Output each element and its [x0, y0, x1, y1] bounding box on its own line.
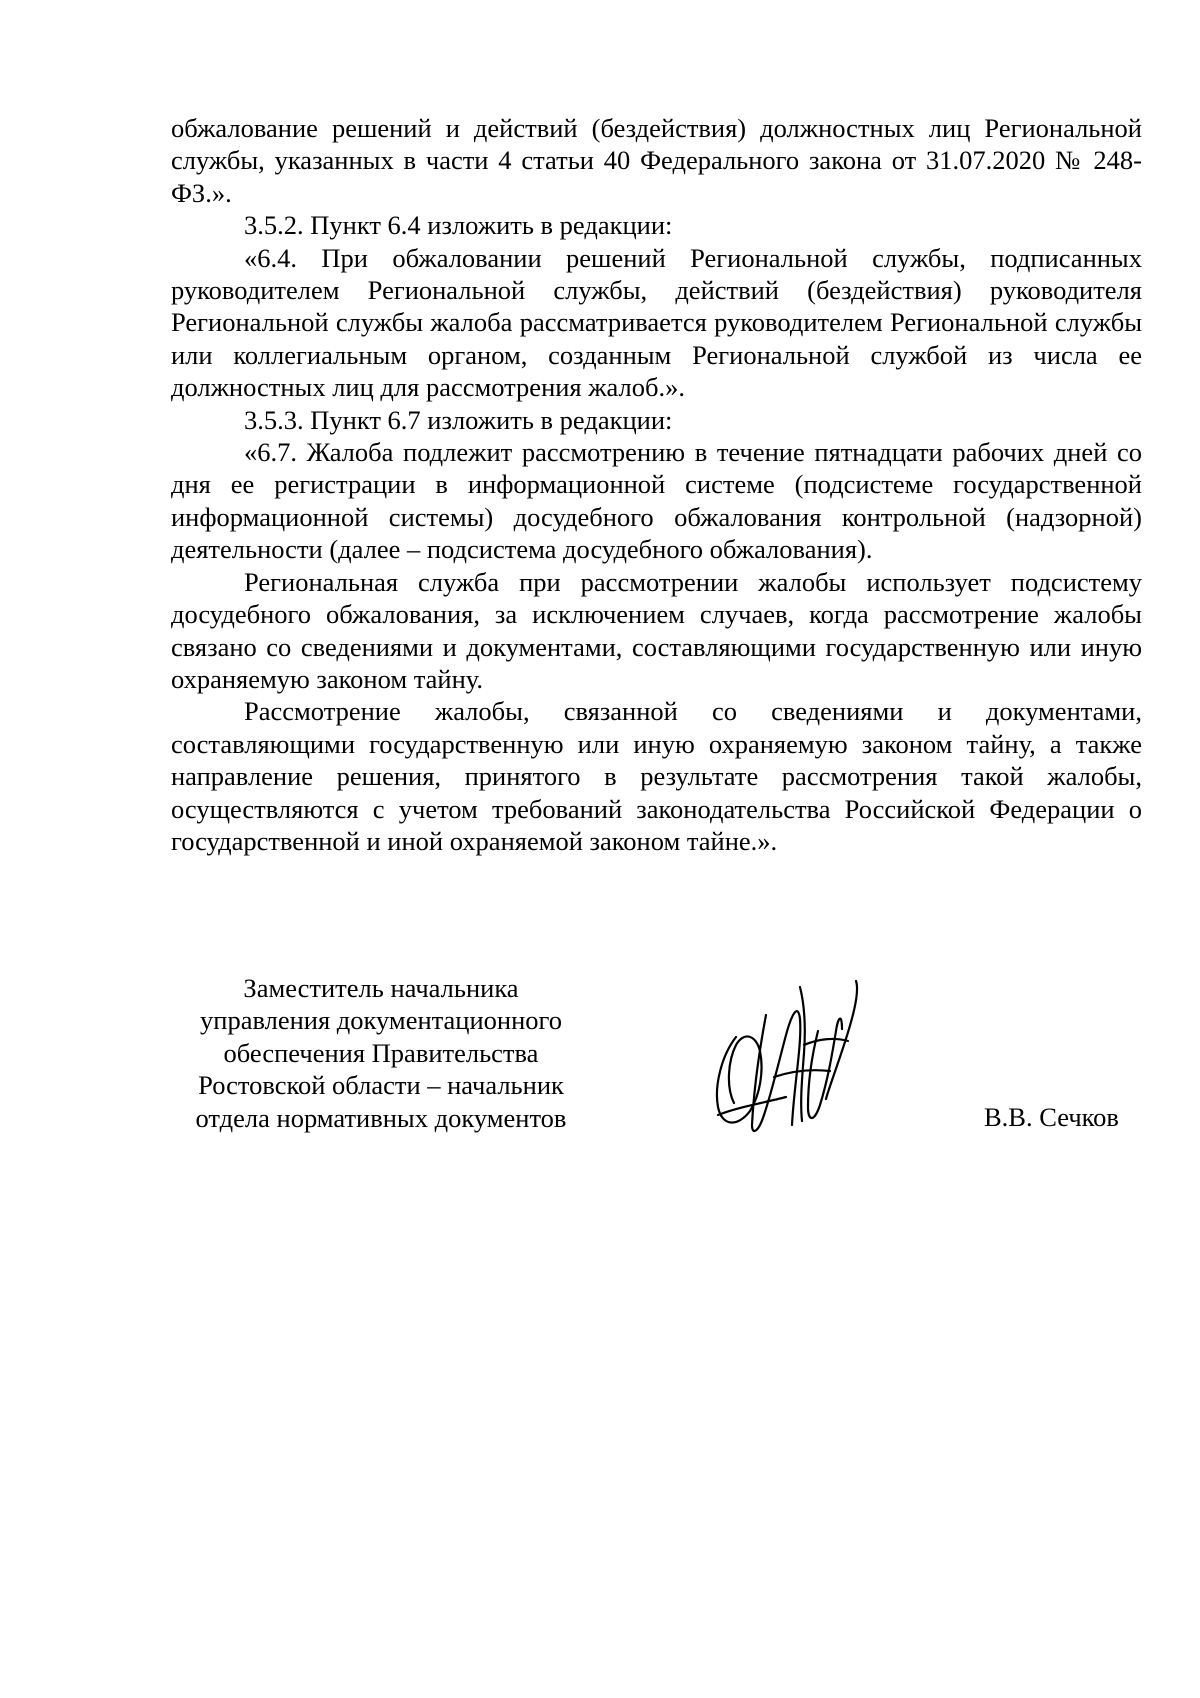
position-line: обеспечения Правительства: [223, 1037, 539, 1068]
signatory-position: [171, 972, 591, 1134]
paragraph-regional-service: Региональная служба при рассмотрении жалобы использует подсистему досудебного обжалования, за исключением случаев, когда рассмотрение жалобы связано со сведениями и документами, составляющими государственную или иную охраняемую законом тайну.: [171, 566, 1142, 694]
position-line: Ростовской области – начальник: [198, 1070, 564, 1101]
handwritten-signature-icon: [708, 975, 868, 1145]
paragraph-continuation: обжалование решений и действий (бездействия) должностных лиц Региональной службы, указанных в части 4 статьи 40 Федерального закона от 31.07.2020 № 248-ФЗ.».: [171, 113, 1142, 208]
paragraph-item-3-5-2: 3.5.2. Пункт 6.4 изложить в редакции:: [244, 210, 673, 241]
position-line: управления документационного: [200, 1005, 562, 1036]
paragraph-secret-review: Рассмотрение жалобы, связанной со сведениями и документами, составляющими государственную или иную охраняемую законом тайну, а также направление решения, принятого в результате рассмотрения такой жалобы, осуществляются с учетом требований законодательства Российской Федерации о государственной и иной охраняемой законом тайне.».: [171, 696, 1142, 856]
paragraph-item-3-5-3: 3.5.3. Пункт 6.7 изложить в редакции:: [244, 404, 673, 435]
paragraph-clause-6-4: «6.4. При обжаловании решений Региональной службы, подписанных руководителем Региональной службы, действий (бездействия) руководителя Региональной службы жалоба рассматривается руководителем Региональной службы или коллегиальным органом, созданным Региональной службой из числа ее должностных лиц для рассмотрения жалоб.».: [171, 242, 1142, 403]
signer-name: В.В. Сечков: [984, 1102, 1119, 1132]
paragraph-clause-6-7: «6.7. Жалоба подлежит рассмотрению в течение пятнадцати рабочих дней со дня ее регистрации в информационной системе (подсистеме государственной информационной системы) досудебного обжалования контрольной (надзорной) деятельности (далее – подсистема досудебного обжалования).: [171, 437, 1142, 565]
position-line: Заместитель начальника: [243, 973, 519, 1003]
document-body: [171, 112, 1142, 857]
position-line: отдела нормативных документов: [195, 1102, 567, 1133]
